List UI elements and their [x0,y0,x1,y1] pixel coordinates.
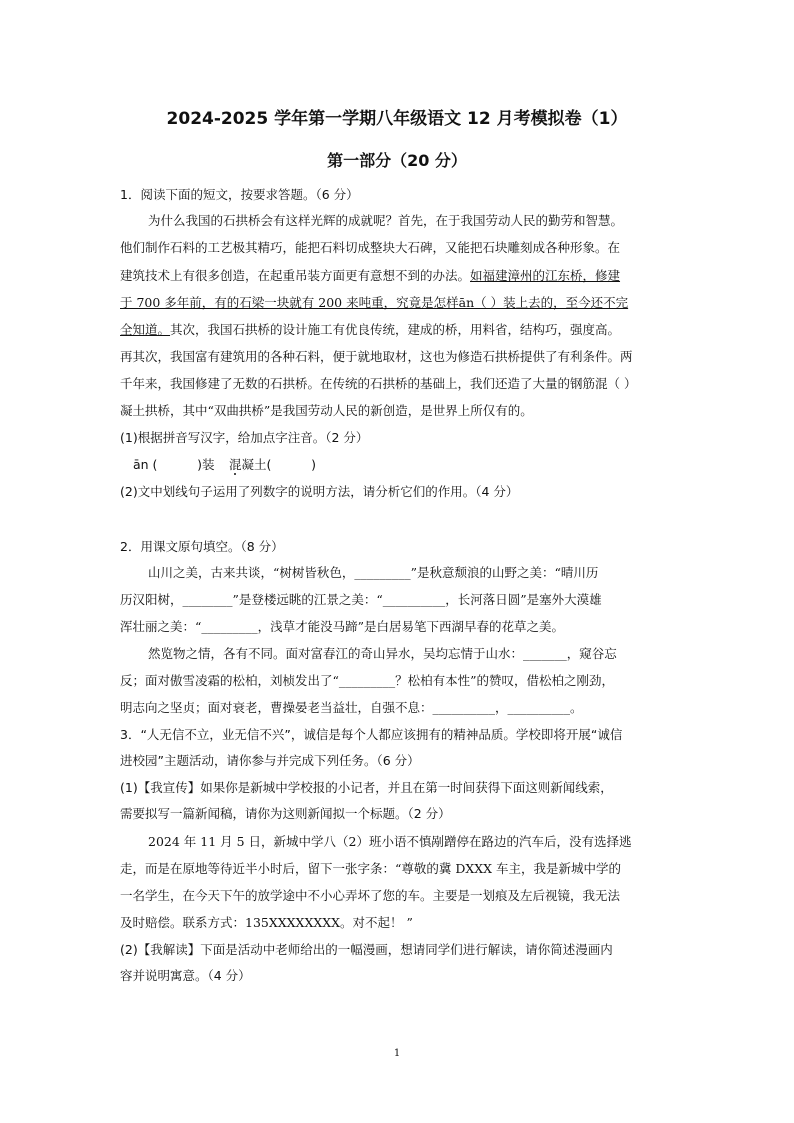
news-clue-line: 及时赔偿。联系方式：135XXXXXXXX。对不起！ ” [120,915,413,930]
q1-passage-text: 其次，我国石拱桥的设计施工有优良传统，建成的桥，用料省，结构巧，强度高。 [170,322,621,337]
page-number: 1 [393,1048,401,1059]
exam-title: 2024-2025 学年第一学期八年级语文 12 月考模拟卷（1） [166,109,628,129]
q2-heading: 2．用课文原句填空。（8 分） [120,539,284,554]
q3-subquestion-2: (2)【我解读】下面是活动中老师给出的一幅漫画，想请同学们进行解读，请你简述漫画内 [120,942,613,957]
q1-heading: 1．阅读下面的短文，按要求答题。（6 分） [120,187,359,202]
news-clue-line: 一名学生，在今天下午的放学途中不小心弄坏了您的车。主要是一划痕及左后视镜，我无法 [120,888,621,903]
q1-subquestion-1: (1)根据拼音写汉字，给加点字注音。（2 分） [120,430,369,445]
annotation-blank [229,457,316,473]
part-heading: 第一部分（20 分） [327,151,467,170]
q3-heading: 3．“人无信不立，业无信不兴”，诚信是每个人都应该拥有的精神品质。学校即将开展“诚信 [120,727,623,742]
q2-fill-line: 历汉阳树，________”是登楼远眺的江景之美：“__________，长河落日圆”是塞外大漠雄 [120,592,602,607]
q1-passage-line: 千年来，我国修建了无数的石拱桥。在传统的石拱桥的基础上，我们还造了大量的钢筋混（ ） [120,376,637,391]
q2-fill-line: 明志向之坚贞；面对衰老，曹操晏老当益壮，自强不息：__________，__________。 [120,700,583,715]
q1-passage-text: 建筑技术上有很多创造，在起重吊装方面更有意想不到的办法。 [120,268,471,283]
news-clue-line: 走，而是在原地等待近半小时后，留下一张字条：“尊敬的冀 DXXX 车主，我是新城中学的 [120,861,622,876]
q3-subquestion-2: 容并说明寓意。（4 分） [120,968,251,983]
q3-heading: 进校园”主题活动，请你参与并完成下列任务。（6 分） [120,753,420,768]
q1-passage-line [120,322,620,338]
underlined-sentence: 于 700 多年前，有的石梁一块就有 200 来吨重，究竟是怎样ān（ ）装上去的，至今还不完 [120,295,629,310]
q1-passage-line: 为什么我国的石拱桥会有这样光辉的成就呢？首先，在于我国劳动人民的勤劳和智慧。 [148,213,624,228]
underlined-sentence: 全知道。 [120,322,171,337]
news-clue-line: 2024 年 11 月 5 日，新城中学八（2）班小语不慎剐蹭停在路边的汽车后，没有选择逃 [148,834,632,849]
q2-fill-line: 山川之美，古来共谈，“树树皆秋色，_________”是秋意颓浪的山野之美：“晴川历 [148,565,599,580]
underlined-sentence: 如福建漳州的江东桥，修建 [470,268,621,283]
dotted-character: 混 [229,457,242,472]
q3-subquestion-1: 需要拟写一篇新闻稿，请你为这则新闻拟一个标题。（2 分） [120,806,451,821]
pinyin-blank: ān ( )装 [133,457,215,472]
q3-subquestion-1: (1)【我宣传】如果你是新城中学校报的小记者，并且在第一时间获得下面这则新闻线索， [120,780,613,795]
q1-subquestion-2: (2)文中划线句子运用了列数字的说明方法，请分析它们的作用。（4 分） [120,484,519,499]
q2-fill-line: 反；面对傲雪凌霜的松柏，刘桢发出了“_________？松柏有本性”的赞叹，借松柏之刚劲， [120,673,615,688]
q2-fill-line: 浑壮丽之美：“_________，浅草才能没马蹄”是白居易笔下西湖早春的花草之美。 [120,619,565,634]
q1-passage-line: 他们制作石料的工艺极其精巧，能把石料切成整块大石碑，又能把石块雕刻成各种形象。在 [120,240,621,255]
q1-passage-line [120,268,620,284]
q2-fill-line: 然览物之情，各有不同。面对富春江的奇山异水，吴均忘情于山水：_______，窥谷忘 [148,646,617,661]
annotation-text: 凝土( ) [241,457,317,472]
q1-passage-line: 再其次，我国富有建筑用的各种石料，便于就地取材，这也为修造石拱桥提供了有利条件。两 [120,349,633,364]
q1-passage-line: 凝土拱桥，其中“双曲拱桥”是我国劳动人民的新创造，是世界上所仅有的。 [120,403,533,418]
